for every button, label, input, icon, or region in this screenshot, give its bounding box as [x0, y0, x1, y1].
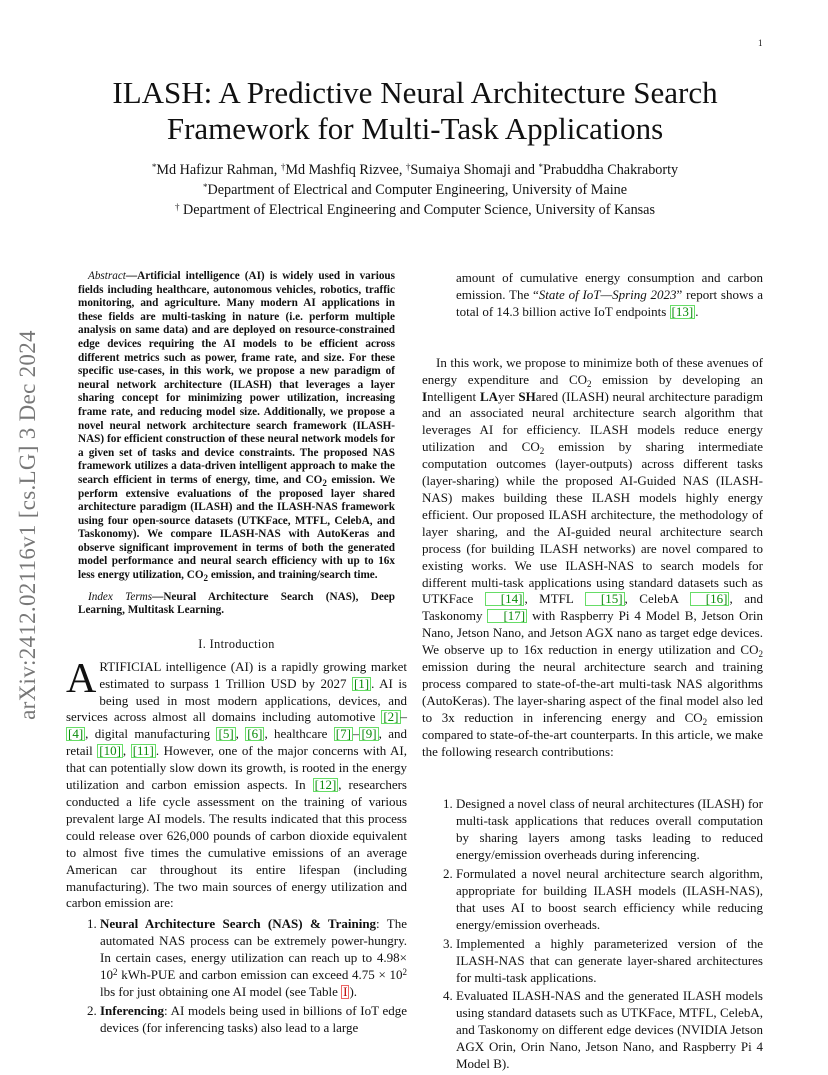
citation-link[interactable]: [10] — [99, 743, 121, 759]
citation-link[interactable]: [9] — [361, 726, 377, 742]
index-terms-label: Index Terms — [88, 590, 153, 603]
list-item: 1. Neural Architecture Search (NAS) & Training: The automated NAS process can be extremely power-hungry. In certain cases, energy utilization can reach up to $4.98\times 10^2$ kWh-PUE and carbon emission can exceed $4.75 \times 10^2$ lbs for just obtaining one AI model (see Table I ). — [100, 916, 407, 1001]
affiliation-2: † Department of Electrical Engineering and Computer Science, University of Kansas — [174, 202, 656, 218]
energy-sources-list — [66, 916, 407, 1036]
citation-link[interactable]: [15] — [585, 592, 625, 606]
list-item: 1. Designed a novel class of neural architectures (ILASH) for multi-task applications that reduces overall computation by sharing layers among tasks leading to reduced energy/emission overheads during inferencing. — [456, 796, 763, 864]
contribution-paragraph: In this work, we propose to minimize both of these avenues of energy expenditure and $CO_2$ emission by developing an Intelligent LAyer SHared (ILASH) neural architecture paradigm and an associated neural architecture search algorithm that leverages AI for efficiency. ILASH models reduce energy utilization and $CO_2$ emission by sharing intermediate computation outcomes (layer-outputs) across different tasks (layer-sharing) while the proposed AI-Guided NAS (ILASH-NAS) makes building these ILASH models highly energy efficient. Our proposed ILASH architecture, the methodology of layer sharing, and the AI-guided neural architecture search process (for building ILASH networks) are novel compared to existing works. We use ILASH-NAS to search models for different multi-task applications using standard datasets such as UTKFace [14] , MTFL [15] , CelebA [16] , and Taskonomy [17] with Raspberry Pi 4 Model B, Jetson Orin Nano, Jetson Nano, and Jetson AGX nano as target edge devices. We observe up to 16x reduction in energy utilization and $CO_2$ emission during the neural architecture search and training process compared to state-of-the-art multi-task NAS algorithms (AutoKeras). The layer-sharing aspect of the final model also led to 3x reduction in inferencing energy and $CO_2$ emission compared to state-of-the-art counterparts. In this article, we make the following research contributions: — [422, 354, 764, 759]
author-4: Prabuddha Chakraborty — [543, 162, 679, 178]
author-block — [60, 160, 770, 220]
citation-link[interactable]: [11] — [132, 743, 154, 759]
author-2: Md Mashfiq Rizvee, — [285, 162, 406, 178]
citation-link[interactable]: [6] — [247, 726, 263, 742]
abstract: Abstract—Artificial intelligence (AI) is widely used in various fields including healthcare, autonomous vehicles, robotics, traffic monitoring, and agriculture. Many modern AI applications in these fields are multi-tasking in nature (i.e. perform multiple analysis on same data) and are deployed on resource-constrained edge devices requiring the AI models to be efficient across different metrics such as power, frame rate, and size. For these specific use-cases, in this work, we propose a new paradigm of neural network architecture (ILASH) that leverages a layer sharing concept for minimizing power utilization, increasing frame rate, and reducing model size. Additionally, we propose a novel neural network architecture search framework (ILASH-NAS) for efficient construction of these neural network models for a given set of tasks and device constraints. The proposed NAS framework utilizes a data-driven intelligent approach to make the search efficient in terms of energy, time, and $CO_2$ emission. We perform extensive evaluations of the proposed layer shared architecture paradigm (ILASH) and the ILASH-NAS framework using four open-source datasets (UTKFace, MTFL, CelebA, and Taskonomy). We compare ILASH-NAS with AutoKeras and observe significant improvement in terms of both the generated model performance and neural search efficiency with up to 16x less energy utilization, $CO_2$ emission, and training/search time. — [78, 270, 395, 584]
citation-link[interactable]: [13] — [671, 303, 694, 319]
arxiv-stamp — [8, 290, 48, 760]
author-1: Md Hafizur Rahman, — [156, 162, 281, 178]
section-heading: I. Introduction — [198, 636, 275, 651]
list-item: 4. Evaluated ILASH-NAS and the generated ILASH models using standard datasets such as UTKFace, MTFL, CelebA, and Taskonomy on different edge devices (NVIDIA Jetson AGX Orin, Orin Nano, Jetson Nano, and Raspberry Pi 4 Model B). — [456, 988, 763, 1073]
citation-link[interactable]: [1] — [353, 675, 370, 691]
page-number: 1 — [758, 38, 763, 48]
citation-link[interactable]: [5] — [218, 726, 234, 742]
citation-link[interactable]: [2] — [383, 709, 399, 725]
citation-link[interactable]: [17] — [487, 609, 527, 623]
title-line-2: Framework for Multi-Task Applications — [166, 111, 664, 146]
abstract-label: Abstract — [88, 270, 126, 282]
citation-link[interactable]: [14] — [485, 592, 525, 606]
list-continuation: amount of cumulative energy consumption and carbon emission. The “State of IoT—Spring 2023” report shows a total of 14.3 billion active IoT endpoints [13] . — [456, 270, 763, 319]
table-ref-link[interactable]: I — [343, 983, 348, 999]
arxiv-id: arXiv:2412.02116v1 [cs.LG] 3 Dec 2024 — [15, 330, 40, 720]
drop-cap: A — [66, 655, 97, 702]
left-column — [66, 270, 407, 1039]
citation-link[interactable]: [12] — [314, 777, 337, 793]
citation-link[interactable]: [16] — [690, 592, 730, 606]
intro-paragraph: ARTIFICIAL intelligence (AI) is a rapidly growing market estimated to surpass 1 Trillion USD by 2027 [1] . AI is being used in most modern applications, devices, and services across almost all domains including automotive [2] –[4] , digital manufacturing [5] , [6] , healthcare [7] – [9] , and retail [10] , [11] . However, one of the major concerns with AI, that can potentially slow down its growth, is rooted in the energy utilization and carbon emission aspects. In [12] , researchers conducted a life cycle assessment on the training of various prevalent large AI models. The results indicated that this process could release over 626,000 pounds of carbon dioxide equivalent to almost five times the cumulative emissions of an average American car throughout its entire lifespan (including manufacturing). The two main sources of energy utilization and carbon emission are: — [66, 655, 408, 911]
affiliation-1: *Department of Electrical and Computer Engineering, University of Maine — [202, 182, 628, 198]
contributions-list — [422, 796, 763, 1073]
list-item: 3. Implemented a highly parameterized version of the ILASH-NAS that can generate layer-shared architectures for multi-task applications. — [456, 936, 763, 987]
paper-title — [60, 75, 770, 147]
index-terms: Index Terms—Neural Architecture Search (NAS), Deep Learning, Multitask Learning. — [78, 590, 395, 617]
citation-link[interactable]: [4] — [68, 726, 84, 742]
list-item: 2. Formulated a novel neural architecture search algorithm, appropriate for building ILASH models (ILASH-NAS), that uses AI to boost search efficiency while reducing energy/emission overheads. — [456, 866, 763, 934]
author-3: Sumaiya Shomaji and — [410, 162, 539, 178]
list-item: 2. Inferencing: AI models being used in billions of IoT edge devices (for inferencing tasks) also lead to a large — [100, 1003, 407, 1037]
citation-link[interactable]: [7] — [335, 726, 351, 742]
right-column — [422, 270, 763, 1075]
title-line-1: ILASH: A Predictive Neural Architecture Search — [112, 75, 718, 110]
author-names: *Md Hafizur Rahman, †Md Mashfiq Rizvee, †Sumaiya Shomaji and *Prabuddha Chakraborty — [151, 162, 679, 178]
